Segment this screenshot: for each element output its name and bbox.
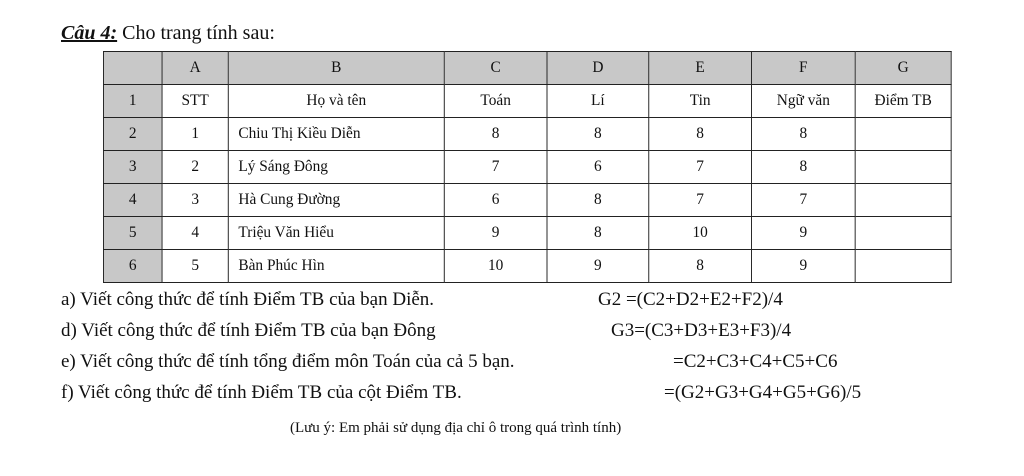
cell-toan: 10 [444,250,547,283]
row-header: 3 [103,151,162,184]
cell-ngu-van: Ngữ văn [751,85,855,118]
column-header-c: C [444,52,547,85]
cell-name: Họ và tên [228,85,444,118]
column-header-f: F [751,52,855,85]
column-header-row [103,52,951,85]
cell-ngu-van: 7 [751,184,855,217]
column-header-g: G [855,52,951,85]
column-header-e: E [649,52,752,85]
table-row [103,85,951,118]
exercise-heading [61,20,275,46]
cell-diem-tb [855,184,951,217]
cell-diem-tb: Điểm TB [855,85,951,118]
column-header-b: B [228,52,444,85]
formula-answer: =C2+C3+C4+C5+C6 [673,351,838,372]
cell-stt: 3 [162,184,228,217]
cell-toan: 8 [444,118,547,151]
row-header: 6 [103,250,162,283]
cell-diem-tb [855,250,951,283]
cell-diem-tb [855,151,951,184]
question-list [61,285,1011,409]
cell-stt: 4 [162,217,228,250]
cell-name: Lý Sáng Đông [228,151,444,184]
corner-cell [103,52,162,85]
cell-li: 8 [547,217,649,250]
note-text: (Lưu ý: Em phải sử dụng địa chỉ ô trong quá trình tính) [290,420,622,436]
table-row [103,184,951,217]
formula-answer: G3=(C3+D3+E3+F3)/4 [611,320,792,341]
cell-li: 8 [547,118,649,151]
table-row [103,151,951,184]
cell-stt: 1 [162,118,228,151]
question-item [61,378,1011,409]
formula-answer: =(G2+G3+G4+G5+G6)/5 [664,382,862,403]
cell-li: 9 [547,250,649,283]
cell-li: 6 [547,151,649,184]
question-text: f) Viết công thức để tính Điểm TB của cột Điểm TB. [61,382,462,403]
spreadsheet-table [103,51,952,283]
cell-name: Bàn Phúc Hìn [228,250,444,283]
table-row [103,250,951,283]
question-intro: Cho trang tính sau: [117,22,275,44]
cell-tin: Tin [649,85,752,118]
cell-li: 8 [547,184,649,217]
cell-ngu-van: 8 [751,118,855,151]
cell-diem-tb [855,217,951,250]
table-row [103,118,951,151]
cell-toan: Toán [444,85,547,118]
formula-answer: G2 =(C2+D2+E2+F2)/4 [598,289,783,310]
column-header-a: A [162,52,228,85]
cell-diem-tb [855,118,951,151]
cell-tin: 7 [649,184,752,217]
row-header: 5 [103,217,162,250]
cell-toan: 9 [444,217,547,250]
question-item [61,285,1011,316]
cell-name: Chiu Thị Kiều Diễn [228,118,444,151]
cell-ngu-van: 9 [751,250,855,283]
question-item [61,347,1011,378]
cell-toan: 6 [444,184,547,217]
cell-tin: 7 [649,151,752,184]
question-text: a) Viết công thức để tính Điểm TB của bạn Diễn. [61,289,435,310]
table-row [103,217,951,250]
cell-ngu-van: 8 [751,151,855,184]
cell-stt: 5 [162,250,228,283]
cell-toan: 7 [444,151,547,184]
question-number: Câu 4: [61,22,118,44]
cell-ngu-van: 9 [751,217,855,250]
column-header-d: D [547,52,649,85]
row-header: 2 [103,118,162,151]
cell-tin: 8 [649,250,752,283]
cell-stt: 2 [162,151,228,184]
cell-name: Triệu Văn Hiểu [228,217,444,250]
cell-tin: 8 [649,118,752,151]
cell-stt: STT [162,85,228,118]
question-text: e) Viết công thức để tính tổng điểm môn Toán của cả 5 bạn. [61,351,515,372]
cell-tin: 10 [649,217,752,250]
cell-name: Hà Cung Đường [228,184,444,217]
cell-li: Lí [547,85,649,118]
row-header: 4 [103,184,162,217]
row-header: 1 [103,85,162,118]
question-text: d) Viết công thức để tính Điểm TB của bạn Đông [61,320,436,341]
question-item [61,316,1011,347]
